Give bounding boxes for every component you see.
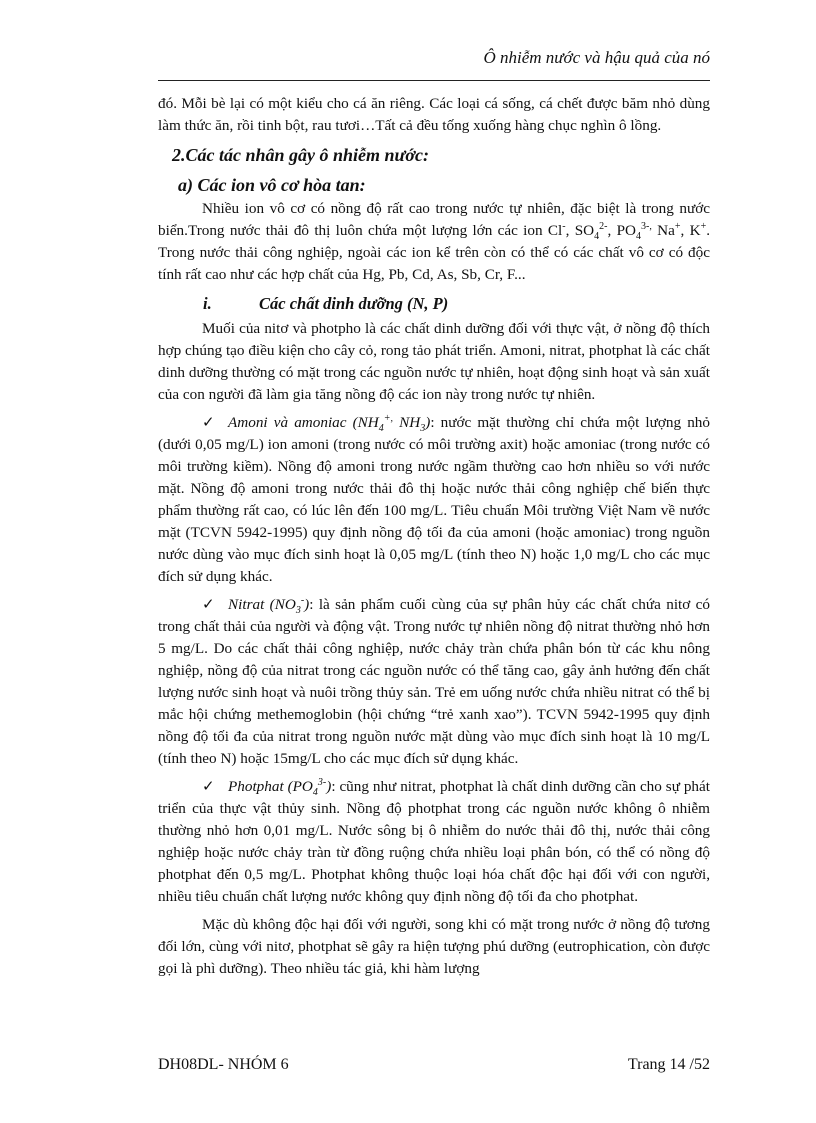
- section-i-heading: i. Các chất dinh dưỡng (N, P): [203, 294, 449, 313]
- checkmark-icon: ✓: [202, 596, 215, 613]
- bullet-photphat: ✓ Photphat $(PO_4^{3-})$: cũng như nitrat, photphat là chất dinh dưỡng cần cho sự phát triển của thực vật thủy sinh. Nồng độ photphat trong các nguồn nước không ô nhiễm thường nhỏ hơn 0,01 mg/L. Nước sông bị ô nhiễm do nước thải đô thị, nước thải công nghiệp hoặc nước chảy tràn từ đồng ruộng chứa nhiều loại phân bón, có thể có nồng độ photphat đến 0,5 mg/L. Photphat không thuộc loại hóa chất độc hại đối với con người, nhiều tiêu chuẩn chất lượng nước không quy định nồng độ tối đa cho photphat.: [158, 776, 710, 905]
- footer-page-number: Trang 14 /52: [627, 1056, 710, 1073]
- checkmark-icon: ✓: [202, 778, 215, 795]
- footer-group-label: DH08DL- NHÓM 6: [158, 1056, 289, 1073]
- intro-paragraph: đó. Mỗi bè lại có một kiểu cho cá ăn riêng. Các loại cá sống, cá chết được băm nhỏ dùng làm thức ăn, rồi tinh bột, rau tươi…Tất cả đều tống xuống hàng chục nghìn ô lồng.: [158, 95, 710, 134]
- section-i-paragraph: Muối của nitơ và photpho là các chất dinh dưỡng đối với thực vật, ở nồng độ thích hợp chúng tạo điều kiện cho cây cỏ, rong tảo phát triển. Amoni, nitrat, photphat là các chất dinh dưỡng thường có mặt trong các nguồn nước tự nhiên, hoạt động sinh hoạt và sản xuất của con người đã làm gia tăng nồng độ các ion này trong nước tự nhiên.: [158, 320, 710, 403]
- page-header-title: Ô nhiễm nước và hậu quả của nó: [483, 48, 710, 67]
- closing-paragraph: Mặc dù không độc hại đối với người, song khi có mặt trong nước ở nồng độ tương đối lớn, cùng với nitơ, photphat sẽ gây ra hiện tượng phú dưỡng (eutrophication, còn được gọi là phì dưỡng). Theo nhiều tác giả, khi hàm lượng: [158, 916, 710, 977]
- checkmark-icon: ✓: [202, 414, 215, 431]
- page-body: [158, 93, 710, 980]
- bullet-nitrat: ✓ Nitrat $(NO_3^-)$: là sản phẩm cuối cùng của sự phân hủy các chất chứa nitơ có trong chất thải của người và động vật. Trong nước tự nhiên nồng độ nitrat thường nhỏ hơn 5 mg/L. Do các chất thải công nghiệp, nước chảy tràn chứa phân bón từ các khu nông nghiệp, nồng độ của nitrat trong các nguồn nước có thể tăng cao, gây ảnh hưởng đến chất lượng nước sinh hoạt và nuôi trồng thủy sản. Trẻ em uống nước chứa nhiều nitrat có thể bị mắc hội chứng methemoglobin (hội chứng “trẻ xanh xao”). TCVN 5942-1995 quy định nồng độ tối đa của nitrat trong nguồn nước mặt dùng vào mục đích sinh hoạt là 10 mg/L (tính theo N) hoặc 15mg/L cho các mục đích sử dụng khác.: [158, 594, 710, 767]
- section-a-paragraph: Nhiều ion vô cơ có nồng độ rất cao trong nước tự nhiên, đặc biệt là trong nước biển.Trong nước thải đô thị luôn chứa một lượng lớn các ion Cl-, $SO_4^{2-}$, $PO_4^{3-,}$ Na+, K+. Trong nước thải công nghiệp, ngoài các ion kể trên còn có thể có các chất vô cơ có độc tính rất cao như các hợp chất của Hg, Pb, Cd, As, Sb, Cr, F...: [158, 200, 711, 283]
- section-2-heading: 2.Các tác nhân gây ô nhiễm nước:: [172, 145, 429, 165]
- header-rule: [158, 80, 710, 81]
- bullet-amoni: ✓ Amoni và amoniac ($NH_4^{+,}$ $NH_3$): nước mặt thường chỉ chứa một lượng nhỏ (dưới 0,05 mg/L) ion amoni (trong nước có môi trường axit) hoặc amoniac (trong nước có môi trường kiềm). Nồng độ amoni trong nước ngầm thường cao hơn nhiều so với nước mặt. Nồng độ amoni trong nước thải đô thị hoặc nước thải công nghiệp chế biến thực phẩm thường rất cao, có lúc lên đến 100 mg/L. Tiêu chuẩn Môi trường Việt Nam về nước mặt (TCVN 5942-1995) quy định nồng độ tối đa của amoni (hoặc amoniac) trong nguồn nước dùng vào mục đích sinh hoạt là 0,05 mg/L (tính theo N) hoặc 1,0 mg/L cho các mục đích sử dụng khác.: [158, 412, 710, 585]
- section-a-heading: a) Các ion vô cơ hòa tan:: [178, 175, 366, 195]
